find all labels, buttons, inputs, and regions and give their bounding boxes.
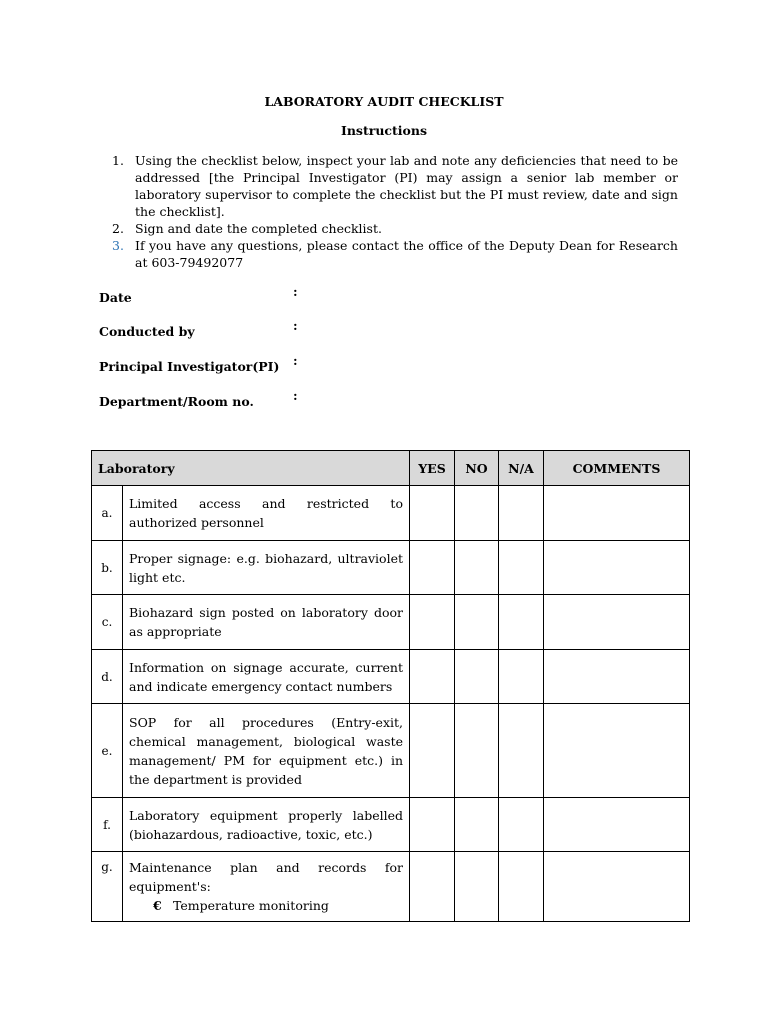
row-letter: e. xyxy=(92,704,123,798)
na-cell[interactable] xyxy=(499,798,544,852)
no-cell[interactable] xyxy=(455,595,499,650)
yes-cell[interactable] xyxy=(410,650,455,704)
row-description xyxy=(123,852,410,922)
row-letter: d. xyxy=(92,650,123,704)
table-row xyxy=(92,852,690,922)
field-colon: : xyxy=(293,318,298,333)
table-row xyxy=(92,595,690,650)
no-cell[interactable] xyxy=(455,650,499,704)
instructions-heading: Instructions xyxy=(340,123,428,138)
na-cell[interactable] xyxy=(499,852,544,922)
instruction-item xyxy=(108,220,678,237)
no-cell[interactable] xyxy=(455,852,499,922)
yes-cell[interactable] xyxy=(410,595,455,650)
yes-cell[interactable] xyxy=(410,852,455,922)
row-letter: g. xyxy=(92,852,123,922)
row-description: Information on signage accurate, current and indicate emergency contact numbers xyxy=(123,650,410,704)
na-cell[interactable] xyxy=(499,541,544,595)
audit-checklist-table xyxy=(91,450,690,922)
table-row xyxy=(92,541,690,595)
yes-cell[interactable] xyxy=(410,798,455,852)
instruction-item xyxy=(108,237,678,271)
header-laboratory: Laboratory xyxy=(92,451,410,486)
yes-cell[interactable] xyxy=(410,486,455,541)
row-description: Laboratory equipment properly labelled (biohazardous, radioactive, toxic, etc.) xyxy=(123,798,410,852)
instruction-text: Sign and date the completed checklist. xyxy=(135,221,382,236)
comments-cell[interactable] xyxy=(544,595,690,650)
instruction-item xyxy=(108,152,678,220)
table-row xyxy=(92,704,690,798)
table-row xyxy=(92,798,690,852)
yes-cell[interactable] xyxy=(410,704,455,798)
header-no: NO xyxy=(455,451,499,486)
comments-cell[interactable] xyxy=(544,541,690,595)
sub-bullet-text: Temperature monitoring xyxy=(173,898,329,913)
row-description: SOP for all procedures (Entry-exit, chemical management, biological waste management/ PM for equipment etc.) in the department is provided xyxy=(123,704,410,798)
instruction-number: 3. xyxy=(112,238,124,253)
field-label-principal-investigator: Principal Investigator(PI) xyxy=(99,359,280,374)
na-cell[interactable] xyxy=(499,704,544,798)
table-row xyxy=(92,650,690,704)
row-letter: f. xyxy=(92,798,123,852)
field-colon: : xyxy=(293,388,298,403)
header-yes: YES xyxy=(410,451,455,486)
instructions-list xyxy=(108,152,678,271)
document-title: LABORATORY AUDIT CHECKLIST xyxy=(264,94,504,109)
sub-bullet-item xyxy=(129,896,403,915)
row-letter: b. xyxy=(92,541,123,595)
comments-cell[interactable] xyxy=(544,486,690,541)
na-cell[interactable] xyxy=(499,595,544,650)
row-description: Proper signage: e.g. biohazard, ultraviolet light etc. xyxy=(123,541,410,595)
bullet-symbol: € xyxy=(153,898,162,913)
na-cell[interactable] xyxy=(499,650,544,704)
comments-cell[interactable] xyxy=(544,852,690,922)
field-colon: : xyxy=(293,284,298,299)
row-description-text: Maintenance plan and records for equipment's: xyxy=(129,860,403,894)
na-cell[interactable] xyxy=(499,486,544,541)
row-letter: c. xyxy=(92,595,123,650)
table-row xyxy=(92,486,690,541)
no-cell[interactable] xyxy=(455,704,499,798)
field-label-date: Date xyxy=(99,290,132,305)
instruction-text: Using the checklist below, inspect your lab and note any deficiencies that need to be addressed [the Principal Investigator (PI) may assign a senior lab member or laboratory supervisor to complete the checklist but the PI must review, date and sign the checklist]. xyxy=(135,153,678,219)
row-description: Biohazard sign posted on laboratory door as appropriate xyxy=(123,595,410,650)
table-header-row xyxy=(92,451,690,486)
field-colon: : xyxy=(293,353,298,368)
header-na: N/A xyxy=(499,451,544,486)
yes-cell[interactable] xyxy=(410,541,455,595)
no-cell[interactable] xyxy=(455,486,499,541)
instruction-number: 1. xyxy=(112,153,124,168)
instruction-text: If you have any questions, please contact the office of the Deputy Dean for Research at 603-79492077 xyxy=(135,238,678,270)
no-cell[interactable] xyxy=(455,541,499,595)
comments-cell[interactable] xyxy=(544,650,690,704)
comments-cell[interactable] xyxy=(544,704,690,798)
field-label-department-room: Department/Room no. xyxy=(99,394,254,409)
header-comments: COMMENTS xyxy=(544,451,690,486)
row-description: Limited access and restricted to authorized personnel xyxy=(123,486,410,541)
no-cell[interactable] xyxy=(455,798,499,852)
instruction-number: 2. xyxy=(112,221,124,236)
row-letter: a. xyxy=(92,486,123,541)
comments-cell[interactable] xyxy=(544,798,690,852)
field-label-conducted-by: Conducted by xyxy=(99,324,195,339)
